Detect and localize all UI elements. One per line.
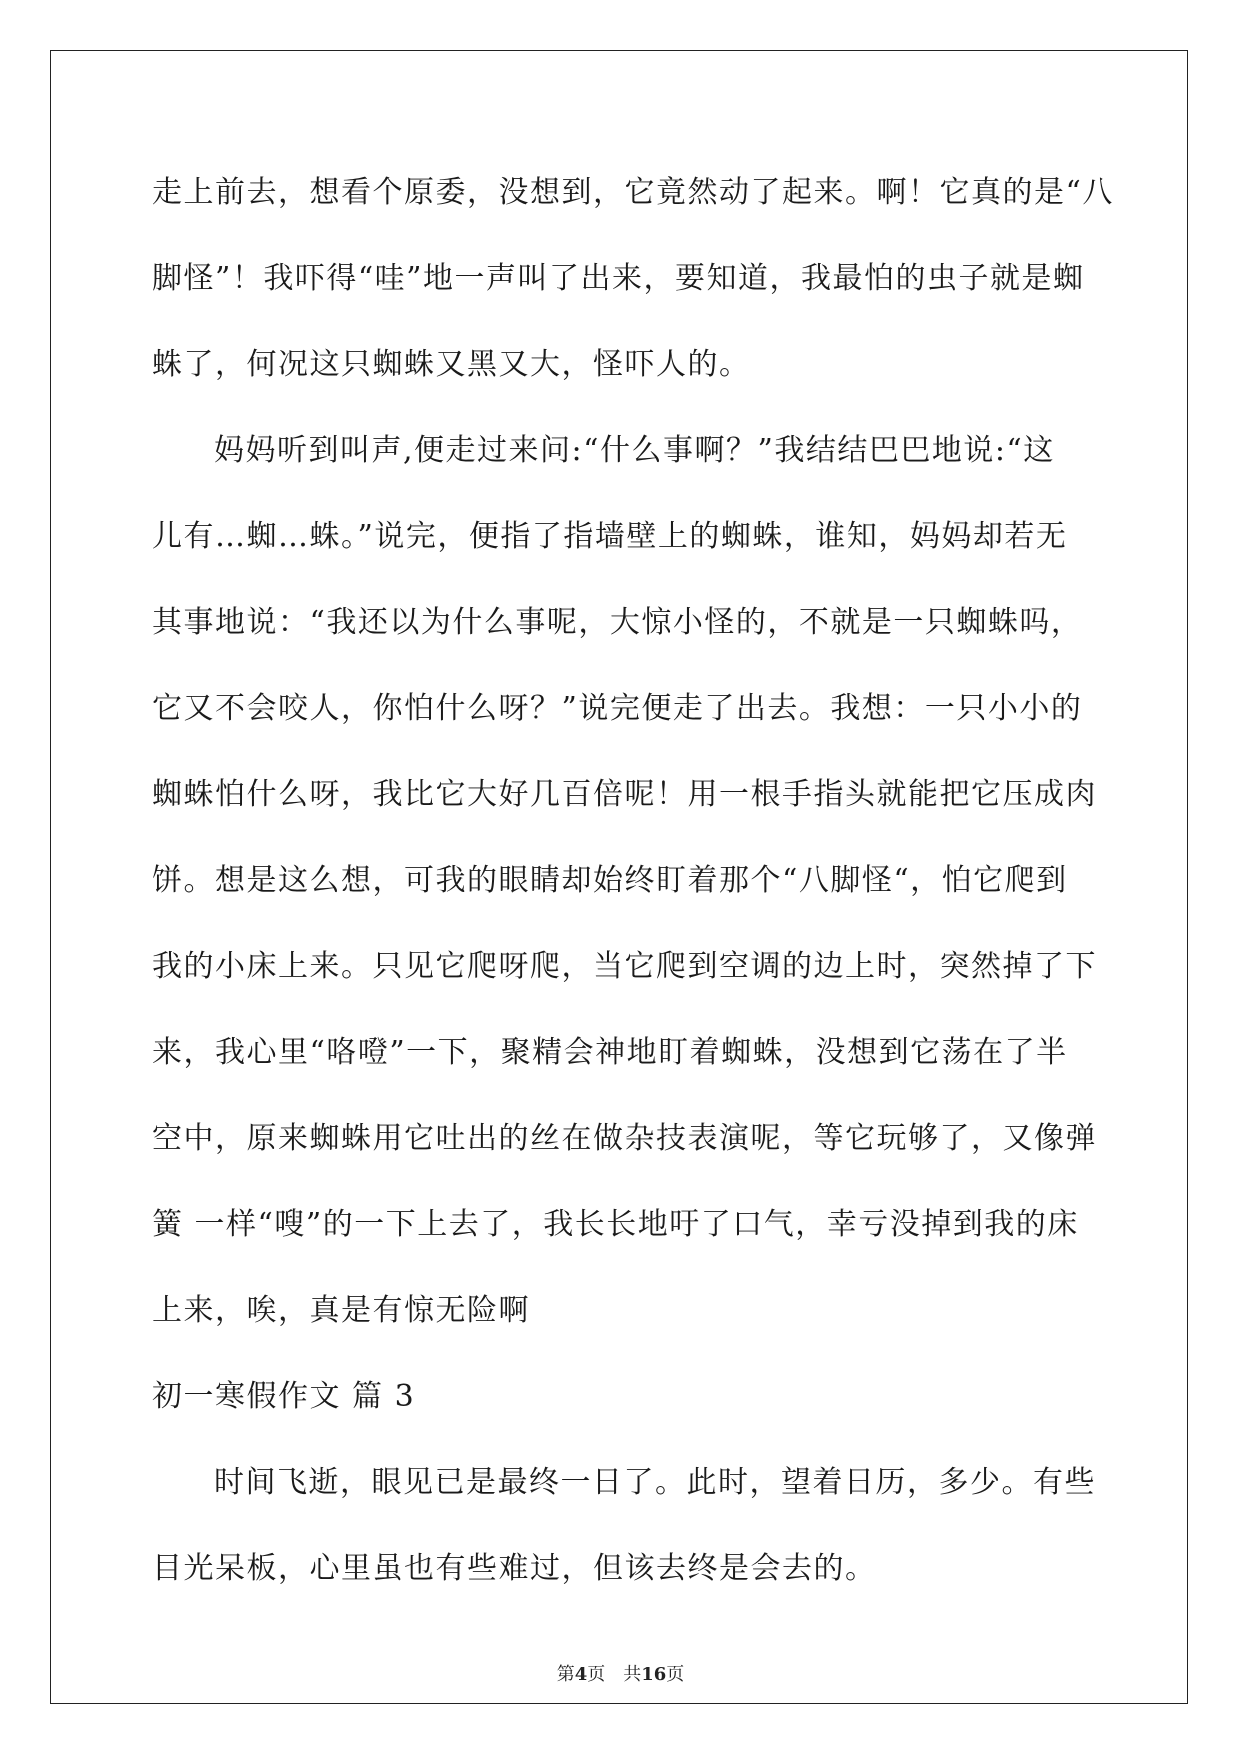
text-line: 空中，原来蜘蛛用它吐出的丝在做杂技表演呢，等它玩够了，又像弹 bbox=[152, 1121, 1097, 1156]
current-page-number: 4 bbox=[574, 1664, 588, 1685]
footer-suffix: 页 bbox=[666, 1664, 685, 1685]
document-body bbox=[152, 150, 1114, 1612]
text-line: 它又不会咬人，你怕什么呀？”说完便走了出去。我想：一只小小的 bbox=[152, 691, 1083, 726]
text-line: 妈妈听到叫声,便走过来问:“什么事啊？”我结结巴巴地说:“这 bbox=[214, 433, 1055, 468]
footer-middle: 页 共 bbox=[587, 1664, 642, 1685]
text-line: 来，我心里“咯噔”一下，聚精会神地盯着蜘蛛，没想到它荡在了半 bbox=[152, 1035, 1068, 1070]
text-line: 蜘蛛怕什么呀，我比它大好几百倍呢！用一根手指头就能把它压成肉 bbox=[152, 777, 1097, 812]
text-line: 时间飞逝，眼见已是最终一日了。此时，望着日历，多少。有些 bbox=[214, 1465, 1096, 1500]
section-heading: 初一寒假作文 篇 3 bbox=[152, 1379, 416, 1414]
text-line: 蛛了，何况这只蜘蛛又黑又大，怪吓人的。 bbox=[152, 347, 751, 382]
text-line: 饼。想是这么想，可我的眼睛却始终盯着那个“八脚怪“，怕它爬到 bbox=[152, 863, 1068, 898]
page-footer bbox=[0, 1660, 1241, 1686]
text-line: 簧 一样“嗖”的一下上去了，我长长地吁了口气，幸亏没掉到我的床 bbox=[152, 1207, 1079, 1242]
text-line: 上来，唉，真是有惊无险啊 bbox=[152, 1293, 530, 1328]
text-line: 脚怪”！我吓得“哇”地一声叫了出来，要知道，我最怕的虫子就是蜘 bbox=[152, 261, 1085, 296]
text-line: 走上前去，想看个原委，没想到，它竟然动了起来。啊！它真的是“八 bbox=[152, 175, 1114, 210]
footer-prefix: 第 bbox=[556, 1664, 575, 1685]
total-pages-number: 16 bbox=[641, 1664, 667, 1685]
text-line: 我的小床上来。只见它爬呀爬，当它爬到空调的边上时，突然掉了下 bbox=[152, 949, 1097, 984]
text-line: 儿有…蜘…蛛。”说完，便指了指墙壁上的蜘蛛，谁知，妈妈却若无 bbox=[152, 519, 1068, 554]
text-line: 其事地说：“我还以为什么事呢，大惊小怪的，不就是一只蜘蛛吗， bbox=[152, 605, 1083, 640]
text-line: 目光呆板，心里虽也有些难过，但该去终是会去的。 bbox=[152, 1551, 877, 1586]
